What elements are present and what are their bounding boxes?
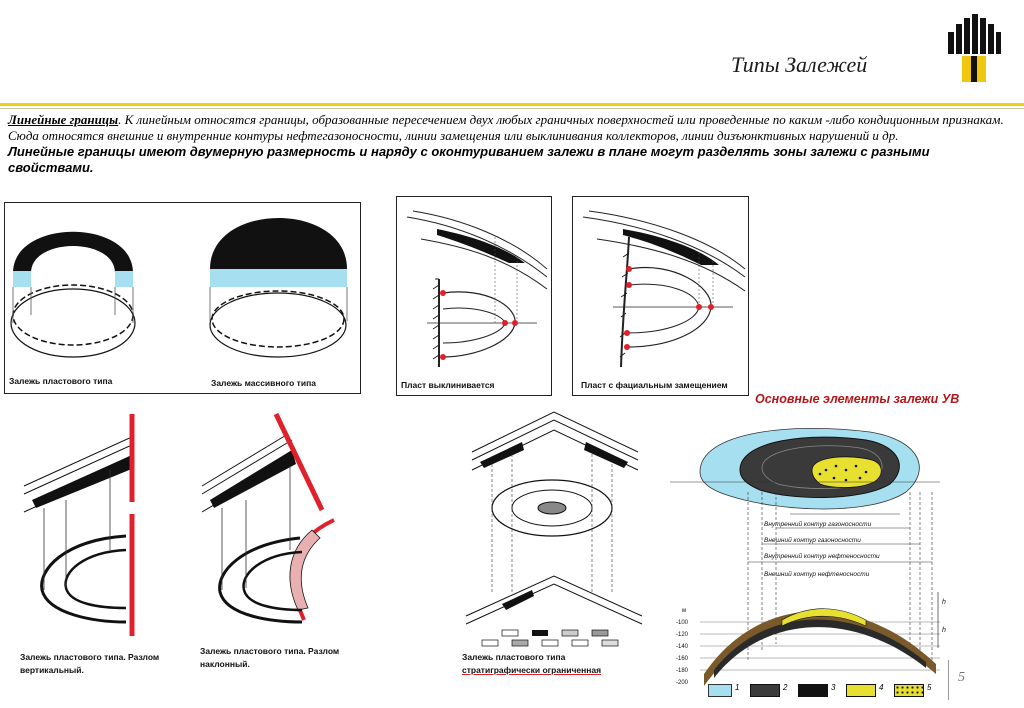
ub-label-4: Внешний контур нефтеносности bbox=[764, 571, 870, 578]
depth-180: -180 bbox=[676, 668, 689, 674]
depth-100: -100 bbox=[676, 620, 689, 626]
figure-panel-pinch-out bbox=[396, 196, 552, 396]
text-block bbox=[8, 112, 1016, 176]
caption-fault-inclined-1: Залежь пластового типа. Разлом bbox=[200, 646, 340, 656]
facial-diagram bbox=[573, 197, 748, 395]
legend-label-2: 2 bbox=[783, 683, 788, 692]
header bbox=[0, 0, 1024, 106]
ub-legend bbox=[708, 682, 948, 698]
legend-label-5: 5 bbox=[927, 683, 932, 692]
stratigraphic-diagram bbox=[462, 404, 646, 650]
caption-fault-vertical-2: вертикальный. bbox=[20, 665, 84, 675]
depth-140: -140 bbox=[676, 644, 689, 650]
fault-inclined-diagram bbox=[192, 410, 352, 646]
ub-label-1: Внутренний контур газоносности bbox=[764, 521, 872, 528]
legend-label-1: 1 bbox=[735, 683, 740, 692]
figure-panel-layer-massive bbox=[4, 202, 361, 394]
caption-facial: Пласт с фациальным замещением bbox=[581, 380, 728, 390]
paragraph-2: Линейные границы имеют двумерную размерность и наряду с оконтуриванием залежи в плане могут разделять зоны залежи с разными свойствами. bbox=[8, 144, 930, 175]
legend-swatch-1 bbox=[708, 684, 732, 697]
depth-unit: м bbox=[682, 608, 687, 614]
caption-massive-type: Залежь массивного типа bbox=[211, 378, 316, 388]
caption-strat-1: Залежь пластового типа bbox=[462, 652, 566, 662]
fault-vertical-diagram bbox=[14, 410, 154, 646]
caption-layer-type: Залежь пластового типа bbox=[9, 376, 113, 386]
page-number: 5 bbox=[958, 670, 965, 685]
figure-panel-facial bbox=[572, 196, 749, 396]
paragraph-1-text: . К линейным относятся границы, образованные пересечением двух любых граничных поверхностей или проведенные по каким -либо кондиционным признакам. Сюда относятся внешние и внутренние контуры нефтегазоносности, линии замещения или выклинивания коллекторов, линии дизъюнктивных нарушений и др. bbox=[8, 112, 1004, 143]
legend-swatch-4 bbox=[846, 684, 876, 697]
legend-label-4: 4 bbox=[879, 683, 884, 692]
ub-label-2: Внешний контур газоносности bbox=[764, 537, 861, 544]
page-title: Типы Залежей bbox=[731, 52, 868, 77]
caption-fault-vertical-1: Залежь пластового типа. Разлом bbox=[20, 652, 160, 662]
paragraph-1 bbox=[8, 112, 1016, 144]
depth-160: -160 bbox=[676, 656, 689, 662]
legend-swatch-3 bbox=[798, 684, 828, 697]
depth-200: -200 bbox=[676, 680, 689, 686]
h-label-1: h bbox=[942, 599, 946, 606]
term-linear-boundaries: Линейные границы bbox=[8, 112, 119, 127]
ub-label-3: Внутренний контур нефтеносности bbox=[764, 553, 880, 560]
caption-pinch-out: Пласт выклинивается bbox=[401, 380, 495, 390]
layer-massive-diagram bbox=[5, 203, 360, 393]
h-label-2: h bbox=[942, 627, 946, 634]
legend-label-3: 3 bbox=[831, 683, 836, 692]
company-logo bbox=[946, 12, 1002, 84]
depth-120: -120 bbox=[676, 632, 689, 638]
caption-fault-inclined-2: наклонный. bbox=[200, 659, 250, 669]
ub-elements-diagram bbox=[670, 412, 950, 702]
pinch-out-diagram bbox=[397, 197, 551, 395]
legend-swatch-5 bbox=[894, 684, 924, 697]
caption-strat-2: стратиграфически ограниченная bbox=[462, 665, 602, 675]
legend-swatch-2 bbox=[750, 684, 780, 697]
page-divider bbox=[948, 660, 949, 700]
ub-figure-title: Основные элементы залежи УВ bbox=[755, 392, 960, 406]
